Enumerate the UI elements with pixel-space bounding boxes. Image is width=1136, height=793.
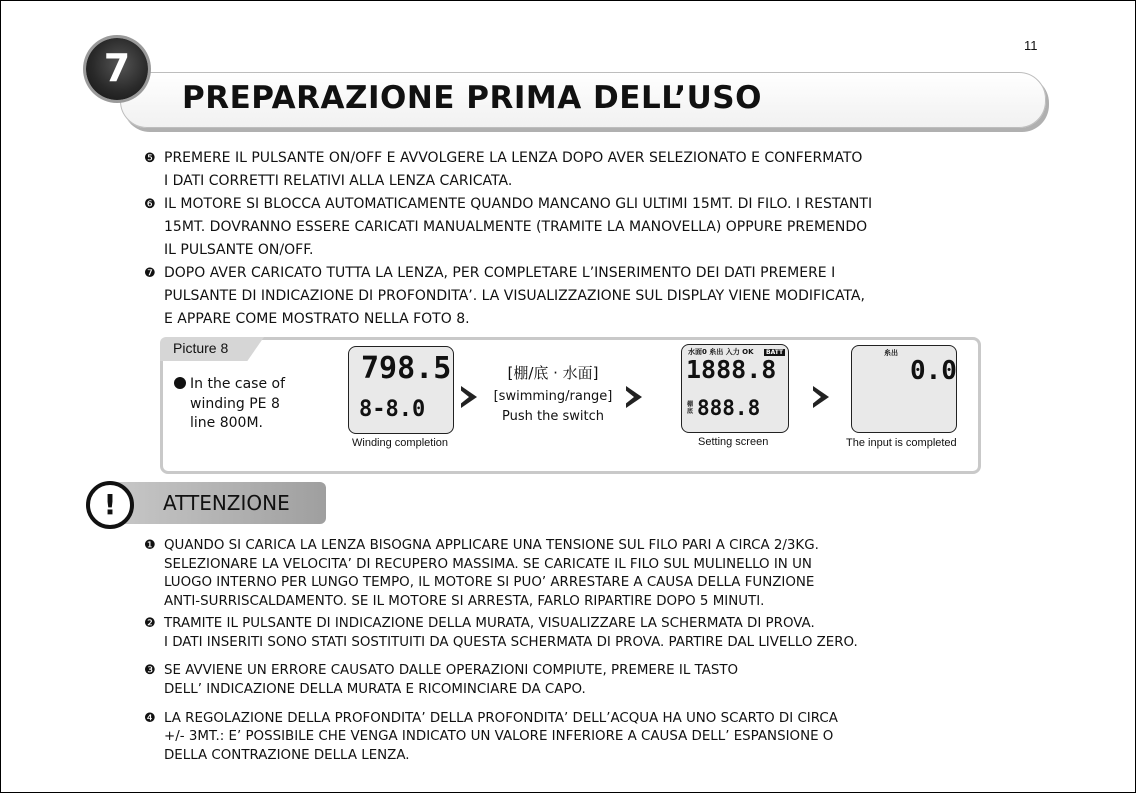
attention-title: ATTENZIONE (163, 491, 290, 515)
arrow-right-icon (461, 386, 477, 408)
lcd-top-labels: 水面0 糸出 入力 OK (688, 348, 754, 356)
lcd-sub-value: 8-8.0 (359, 397, 426, 422)
attention-item-4 (146, 710, 858, 766)
attention-line: I DATI INSERITI SONO STATI SOSTITUITI DA QUESTA SCHERMATA DI PROVA. PARTIRE DAL LIVELLO ZERO. (164, 634, 858, 650)
attention-line: LA REGOLAZIONE DELLA PROFONDITA’ DELLA PROFONDITA’ DELL’ACQUA HA UNO SCARTO DI CIRCA (164, 710, 838, 726)
warning-icon: ! (86, 481, 134, 529)
lcd-display-winding (348, 346, 454, 434)
bullet-dot-icon (174, 377, 186, 389)
step-line: E APPARE COME MOSTRATO NELLA FOTO 8. (164, 311, 470, 327)
lcd-caption: Winding completion (352, 437, 448, 449)
attention-bullet: ❸ (144, 663, 156, 679)
mode-label: [棚/底 · 水面] (507, 364, 599, 382)
lcd-top-label: 糸出 (884, 349, 898, 357)
mode-instruction: Push the switch (502, 409, 604, 424)
steps-list (146, 147, 872, 331)
page-title: PREPARAZIONE PRIMA DELL’USO (182, 80, 762, 116)
note-line: line 800M. (190, 415, 263, 431)
attention-item-2 (146, 615, 858, 652)
attention-line: LUOGO INTERNO PER LUNGO TEMPO, IL MOTORE SI PUO’ ARRESTARE A CAUSA DELLA FUNZIONE (164, 575, 815, 591)
note-line: In the case of (190, 376, 286, 392)
step-line: IL PULSANTE ON/OFF. (164, 242, 314, 258)
note-line: winding PE 8 (190, 395, 280, 412)
lcd-caption: Setting screen (698, 436, 769, 448)
lcd-main-value: 0.0 (910, 356, 957, 386)
battery-icon: BATT (766, 349, 784, 356)
attention-item-3 (146, 662, 858, 699)
arrow-right-icon (813, 386, 829, 408)
step-line: 15MT. DOVRANNO ESSERE CARICATI MANUALMENTE (TRAMITE LA MANOVELLA) OPPURE PREMENDO (164, 219, 868, 235)
attention-line: SELEZIONARE LA VELOCITA’ DI RECUPERO MASSIMA. SE CARICATE IL FILO SUL MULINELLO IN UN (164, 556, 812, 572)
attention-item-1 (146, 537, 858, 612)
step-line: I DATI CORRETTI RELATIVI ALLA LENZA CARICATA. (164, 173, 513, 189)
step-item-5 (146, 147, 872, 193)
attention-line: DELL’ INDICAZIONE DELLA MURATA E RICOMINCIARE DA CAPO. (164, 681, 586, 697)
chapter-number: 7 (103, 46, 131, 90)
attention-list (146, 537, 858, 766)
step-bullet: ❻ (144, 197, 156, 212)
attention-line: TRAMITE IL PULSANTE DI INDICAZIONE DELLA MURATA, VISUALIZZARE LA SCHERMATA DI PROVA. (164, 615, 815, 631)
step-item-7 (146, 262, 872, 331)
step-bullet: ❼ (144, 266, 156, 281)
step-item-6 (146, 193, 872, 262)
attention-bullet: ❶ (144, 538, 156, 553)
attention-line: +/- 3MT.: E’ POSSIBILE CHE VENGA INDICATO UN VALORE INFERIORE A CAUSA DELL’ ESPANSIONE O (164, 729, 834, 745)
attention-bullet: ❹ (144, 710, 156, 726)
lcd-display-complete (851, 345, 957, 433)
step-line: PREMERE IL PULSANTE ON/OFF E AVVOLGERE LA LENZA DOPO AVER SELEZIONATO E CONFERMATO (164, 150, 863, 166)
lcd-caption: The input is completed (846, 437, 957, 449)
picture-note (174, 375, 285, 434)
step-line: IL MOTORE SI BLOCCA AUTOMATICAMENTE QUANDO MANCANO GLI ULTIMI 15MT. DI FILO. I RESTANTI (164, 196, 873, 212)
lcd-main-value: 1888.8 (686, 355, 777, 384)
lcd-side-label: 棚底 (687, 401, 694, 415)
attention-line: SE AVVIENE UN ERRORE CAUSATO DALLE OPERAZIONI COMPIUTE, PREMERE IL TASTO (164, 663, 739, 679)
step-line: DOPO AVER CARICATO TUTTA LA LENZA, PER COMPLETARE L’INSERIMENTO DEI DATI PREMERE I (164, 265, 836, 281)
attention-line: QUANDO SI CARICA LA LENZA BISOGNA APPLICARE UNA TENSIONE SUL FILO PARI A CIRCA 2/3KG. (164, 538, 819, 553)
attention-bullet: ❷ (144, 615, 156, 631)
step-line: PULSANTE DI INDICAZIONE DI PROFONDITA’. LA VISUALIZZAZIONE SUL DISPLAY VIENE MODIFICATA, (164, 288, 865, 304)
chapter-badge (86, 38, 148, 100)
page-number: 11 (1024, 38, 1038, 53)
step-bullet: ❺ (144, 151, 156, 166)
picture-label: Picture 8 (173, 340, 229, 356)
attention-line: ANTI-SURRISCALDAMENTO. SE IL MOTORE SI ARRESTA, FARLO RIPARTIRE DOPO 5 MINUTI. (164, 594, 765, 610)
mode-desc: [swimming/range] (493, 389, 613, 404)
lcd-main-value: 798.5 (361, 351, 452, 386)
lcd-display-setting (681, 344, 789, 433)
attention-line: DELLA CONTRAZIONE DELLA LENZA. (164, 748, 410, 764)
arrow-right-icon (626, 386, 642, 408)
lcd-sub-value: 888.8 (697, 396, 761, 420)
